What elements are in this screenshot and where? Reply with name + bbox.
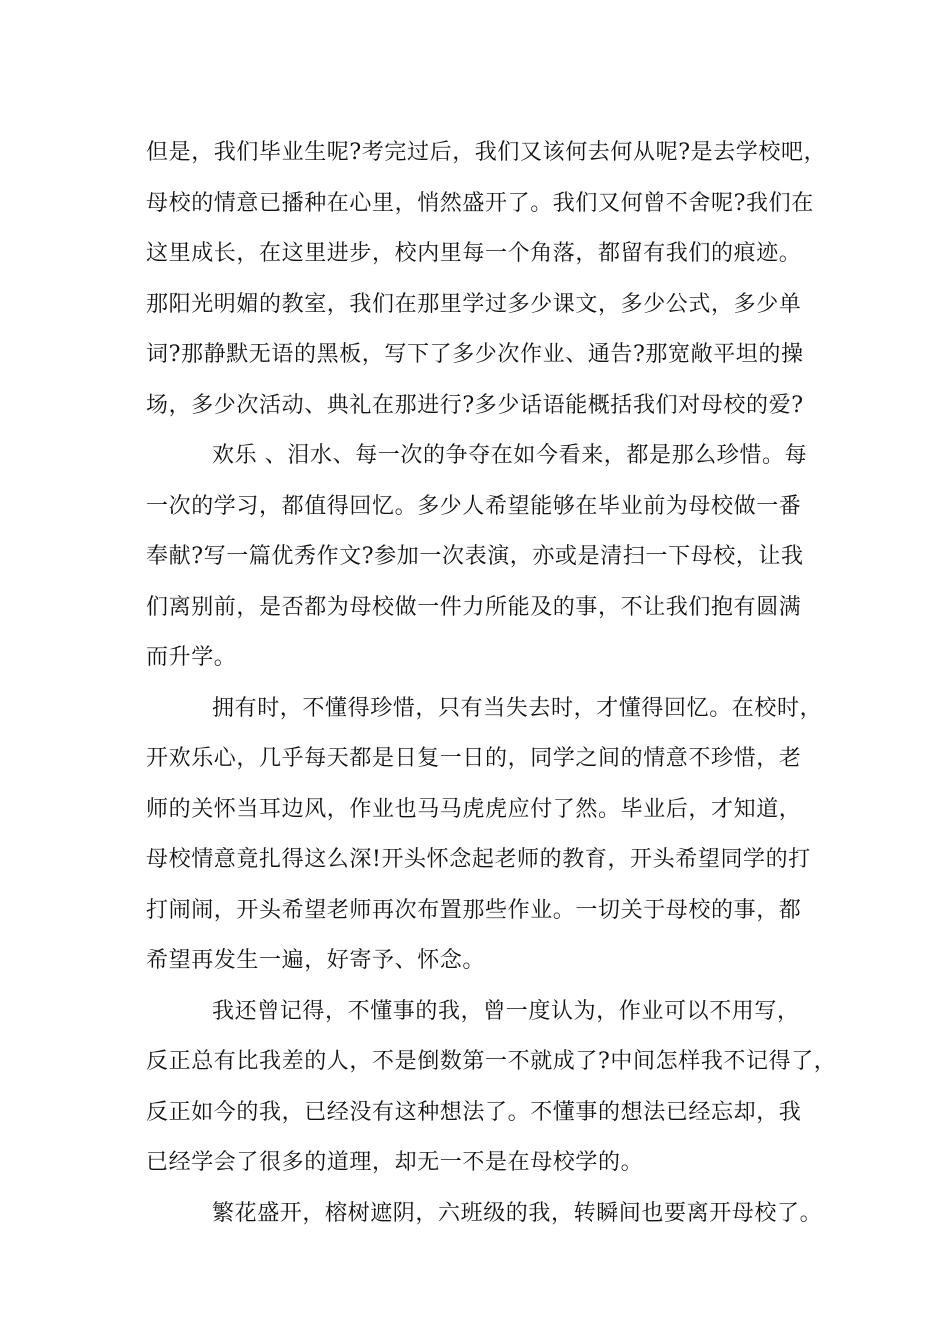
- text-line: 繁花盛开，榕树遮阴，六班级的我，转瞬间也要离开母校了。: [212, 1200, 823, 1226]
- text-line: 我还曾记得，不懂事的我，曾一度认为，作业可以不用写，: [212, 998, 800, 1024]
- text-line: 师的关怀当耳边风，作业也马马虎虎应付了然。毕业后，才知道，: [146, 796, 802, 822]
- text-line: 而升学。: [146, 645, 237, 670]
- text-line: 开欢乐心，几乎每天都是日复一日的，同学之间的情意不珍惜，老: [146, 746, 802, 771]
- text-line: 那阳光明媚的教室，我们在那里学过多少课文，多少公式，多少单: [146, 291, 802, 317]
- text-line: 欢乐 、泪水、每一次的争夺在如今看来，都是那么珍惜。每: [212, 443, 808, 468]
- text-line: 已经学会了很多的道理，却无一不是在母校学的。: [146, 1150, 644, 1175]
- text-line: 希望再发生一遍，好寄予、怀念。: [146, 948, 486, 973]
- text-line: 但是，我们毕业生呢?考完过后，我们又该何去何从呢?是去学校吧，: [146, 140, 827, 165]
- text-line: 拥有时，不懂得珍惜，只有当失去时，才懂得回忆。在校时，: [212, 695, 823, 721]
- document-body: [146, 128, 836, 1239]
- text-line: 反正如今的我，已经没有这种想法了。不懂事的想法已经忘却，我: [146, 1099, 802, 1125]
- text-line: 一次的学习，都值得回忆。多少人希望能够在毕业前为母校做一番: [146, 493, 802, 519]
- text-line: 母校的情意已播种在心里，悄然盛开了。我们又何曾不舍呢?我们在: [146, 190, 814, 216]
- text-line: 母校情意竟扎得这么深!开头怀念起老师的教育，开头希望同学的打: [146, 847, 811, 872]
- text-line: 词?那静默无语的黑板，写下了多少次作业、通告?那宽敞平坦的操: [146, 342, 804, 367]
- text-line: 这里成长，在这里进步，校内里每一个角落，都留有我们的痕迹。: [146, 241, 802, 266]
- text-line: 打闹闹，开头希望老师再次布置那些作业。一切关于母校的事，都: [146, 897, 802, 923]
- text-line: 场，多少次活动、典礼在那进行?多少话语能概括我们对母校的爱?: [146, 392, 804, 418]
- text-line: 反正总有比我差的人，不是倒数第一不就成了?中间怎样我不记得了，: [146, 1049, 837, 1074]
- text-line: 奉献?写一篇优秀作文?参加一次表演，亦或是清扫一下母校，让我: [146, 544, 804, 569]
- text-line: 们离别前，是否都为母校做一件力所能及的事，不让我们抱有圆满: [146, 594, 802, 620]
